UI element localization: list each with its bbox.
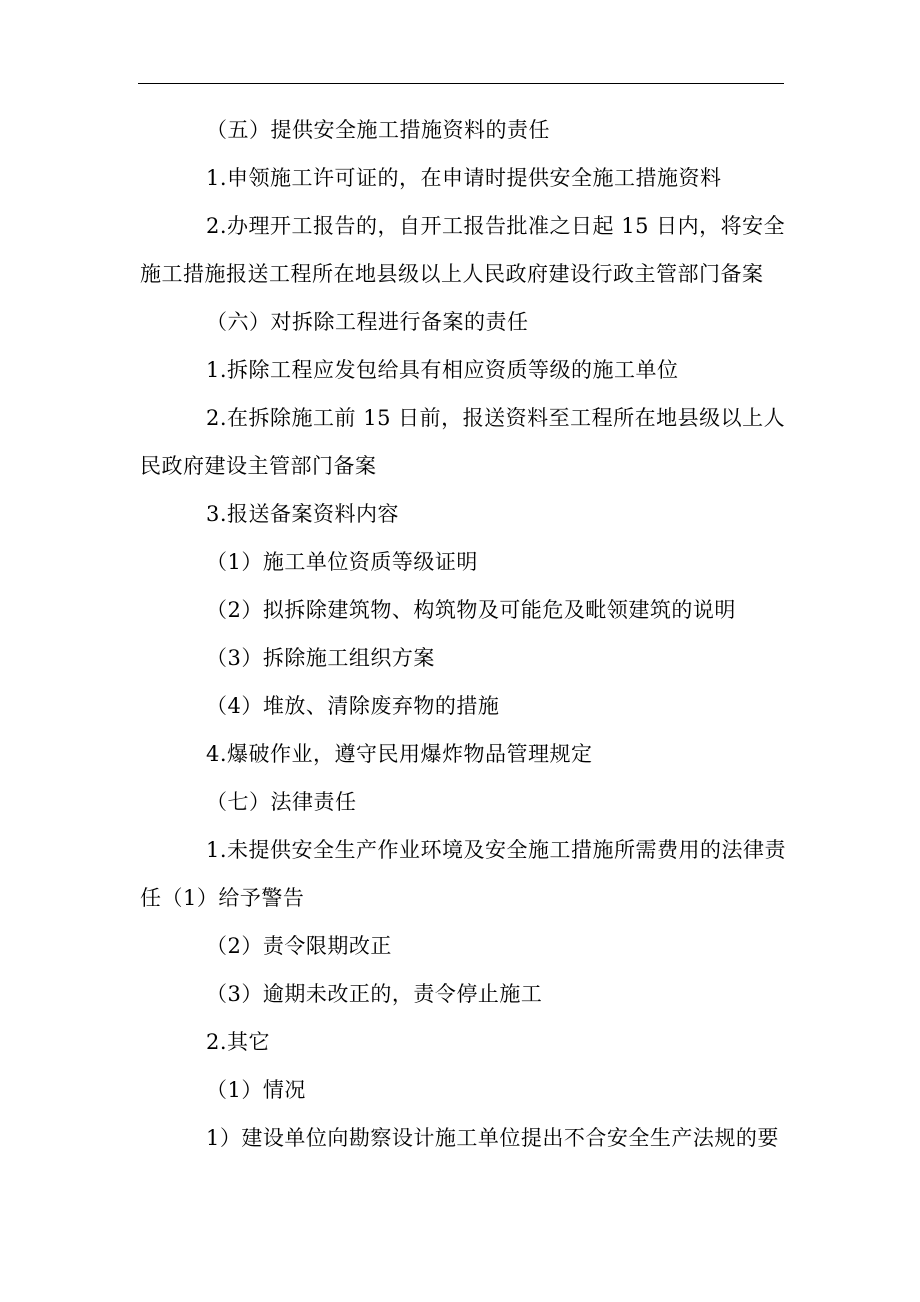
paragraph-line: 民政府建设主管部门备案: [140, 454, 377, 478]
paragraph-line: 2.其它: [206, 1030, 271, 1054]
list-item: （4）堆放、清除废弃物的措施: [206, 694, 500, 718]
paragraph-line: 1.拆除工程应发包给具有相应资质等级的施工单位: [206, 358, 679, 382]
list-item: （2）责令限期改正: [206, 934, 392, 958]
document-body: [140, 106, 790, 1162]
list-item: （2）拟拆除建筑物、构筑物及可能危及毗领建筑的说明: [206, 598, 736, 622]
list-item: （3）逾期未改正的，责令停止施工: [206, 982, 543, 1006]
section-heading-6: （六）对拆除工程进行备案的责任: [206, 310, 529, 334]
paragraph-line: 任（1）给予警告: [140, 886, 305, 910]
section-heading-5: （五）提供安全施工措施资料的责任: [206, 118, 550, 142]
paragraph-line: 1.申领施工许可证的，在申请时提供安全施工措施资料: [206, 166, 722, 190]
paragraph-line: 1.未提供安全生产作业环境及安全施工措施所需费用的法律责: [206, 838, 787, 862]
list-item: （1）情况: [206, 1078, 306, 1102]
paragraph-line: 1）建设单位向勘察设计施工单位提出不合安全生产法规的要: [206, 1126, 779, 1150]
list-item: （3）拆除施工组织方案: [206, 646, 435, 670]
section-heading-7: （七）法律责任: [206, 790, 357, 814]
list-item: （1）施工单位资质等级证明: [206, 550, 478, 574]
header-divider: [138, 83, 784, 84]
paragraph-line: 2.办理开工报告的，自开工报告批准之日起 15 日内，将安全: [206, 214, 786, 238]
paragraph-line: 3.报送备案资料内容: [206, 502, 400, 526]
paragraph-line: 2.在拆除施工前 15 日前，报送资料至工程所在地县级以上人: [206, 406, 786, 430]
paragraph-line: 施工措施报送工程所在地县级以上人民政府建设行政主管部门备案: [140, 262, 764, 286]
paragraph-line: 4.爆破作业，遵守民用爆炸物品管理规定: [206, 742, 593, 766]
